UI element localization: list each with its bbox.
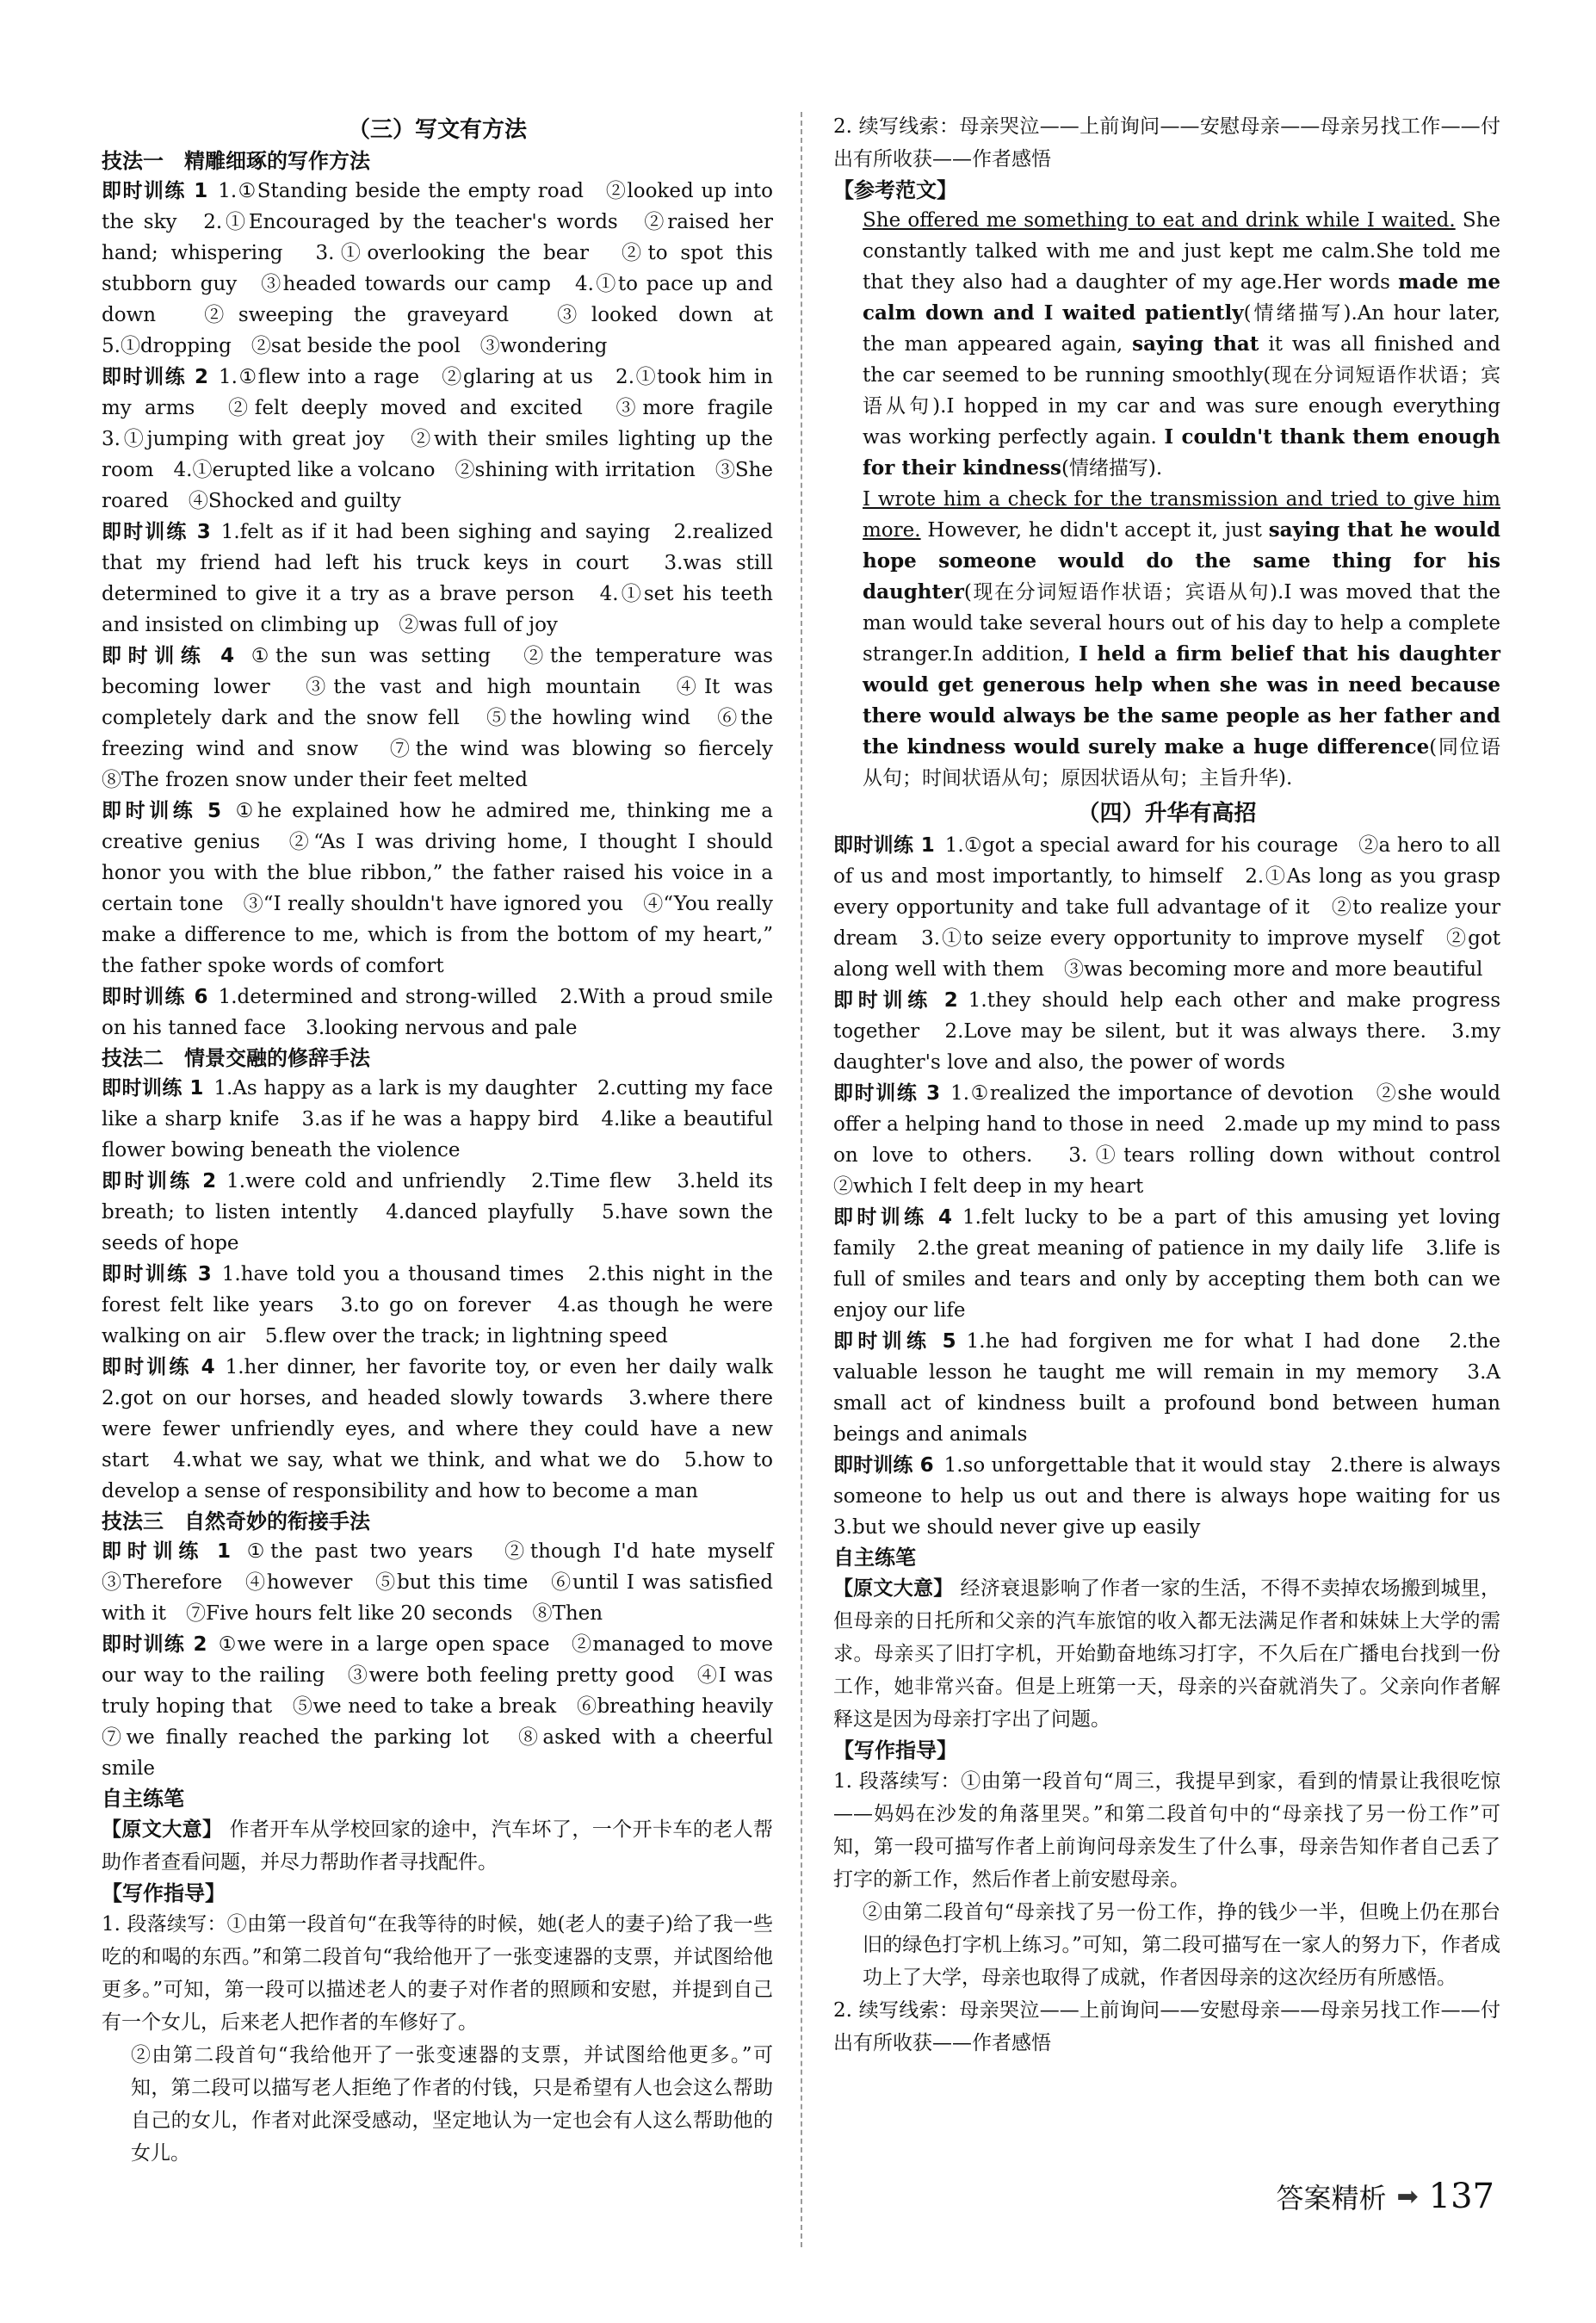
continuation-clues: 2. 续写线索：母亲哭泣——上前询问——安慰母亲——母亲另找工作——付出有所收获——作者感悟 [833, 115, 1500, 170]
technique-1-list [102, 176, 793, 1044]
upgrade-list [833, 830, 1520, 1543]
exercise-item: 即时训练 5 ①he explained how he admired me, thinking me a creative genius ②“As I was driving home, I thought I should honor you with the blue ribbon,” the father raised his voice in a certain tone ③“I really shouldn't have ignored you ④“You really make a difference to me, which is from the bottom of my heart,” the father spoke words of comfort [102, 800, 773, 977]
technique-2-list [102, 1073, 793, 1507]
continuation-clues: 2. 续写线索：母亲哭泣——上前询问——安慰母亲——母亲另找工作——付出有所收获——作者感悟 [833, 1999, 1500, 2054]
exercise-item: 即时训练 6 1.so unforgettable that it would stay 2.there is always someone to help us out and there is always hope waiting for us 3.but we should never give up easily [833, 1454, 1520, 1539]
writing-guide-label: 【写作指导】 [102, 1881, 226, 1905]
exercise-item: 即时训练 5 1.he had forgiven me for what I had done 2.the valuable lesson he taught me will remain in my memory 3.A small act of kindness built a profound bond between human beings and animals [833, 1330, 1500, 1446]
self-practice-title: 自主练笔 [102, 1787, 184, 1811]
exercise-item: 即时训练 4 ①the sun was setting ②the temperature was becoming lower ③the vast and high mountain ④It was completely dark and the snow fell ⑤the howling wind ⑥the freezing wind and snow ⑦the wind was blowing so fiercely ⑧The frozen snow under their feet melted [102, 645, 793, 791]
exercise-item: 即时训练 3 1.①realized the importance of devotion ②she would offer a helping hand to those in need 2.made up my mind to pass on love to others. 3.①tears rolling down without control ②which I felt deep in my heart [833, 1082, 1520, 1198]
guide-item-1-part-2: ②由第二段首句“母亲找了另一份工作，挣的钱少一半，但晚上仍在那台旧的绿色打字机上练习。”可知，第二段可描写在一家人的努力下，作者成功上了大学，母亲也取得了成就，作者因母亲的这次经历有所感悟。 [863, 1901, 1500, 1989]
exercise-item: 即时训练 3 1.have told you a thousand times 2.this night in the forest felt like years 3.to go on forever 4.as though he were walking on air 5.flew over the track; in lightning speed [102, 1263, 773, 1347]
exercise-item: 即时训练 3 1.felt as if it had been sighing and saying 2.realized that my friend had left his truck keys in court 3.was still determined to give it a try as a brave person 4.①set his teeth and insisted on climbing up ②was full of joy [102, 521, 774, 636]
footer-label: 答案精析 [1276, 2182, 1387, 2215]
exercise-item: 即时训练 4 1.her dinner, her favorite toy, or even her daily walk 2.got on our horses, and headed slowly towards 3.where there were fewer unfriendly eyes, and where they could have a new start 4.what we say, what we think, and what we do 5.how to develop a sense of responsibility and how to become a man [102, 1356, 793, 1502]
exercise-item: 即时训练 1 1.As happy as a lark is my daughter 2.cutting my face like a sharp knife 3.as if he was a happy bird 4.like a beautiful flower bowing beneath the violence [102, 1077, 773, 1162]
column-divider [801, 112, 802, 2247]
writing-guide-label: 【写作指导】 [833, 1738, 957, 1762]
technique-2-title: 技法二 情景交融的修辞手法 [102, 1046, 370, 1070]
section-title-writing-methods: （三）写文有方法 [347, 117, 527, 143]
arrow-right-icon: ➡ [1396, 2181, 1419, 2212]
exercise-item: 即时训练 1 1.①got a special award for his courage ②a hero to all of us and most importantly, to himself 2.①As long as you grasp every opportunity and take full advantage of it ②to realize your dream 3.①to seize every opportunity to improve myself ②got along well with them ③was becoming more and more beautiful [833, 834, 1500, 981]
exercise-item: 即时训练 1 ①the past two years ②though I'd hate myself ③Therefore ④however ⑤but this time ⑥until I was satisfied with it ⑦Five hours felt like 20 seconds ⑧Then [102, 1540, 793, 1625]
exercise-item: 即时训练 2 1.①flew into a rage ②glaring at us 2.①took him in my arms ②felt deeply moved and excited ③more fragile 3.①jumping with great joy ②with their smiles lighting up the room 4.①erupted like a volcano ②shining with irritation ③She roared ④Shocked and guilty [102, 366, 793, 512]
exercise-item: 即时训练 2 1.they should help each other and make progress together 2.Love may be silent, but it was always there. 3.my daughter's love and also, the power of words [833, 989, 1500, 1074]
original-summary: 【原文大意】 作者开车从学校回家的途中，汽车坏了，一个开卡车的老人帮助作者查看问题，并尽力帮助作者寻找配件。 [102, 1818, 773, 1874]
exercise-item: 即时训练 4 1.felt lucky to be a part of this amusing yet loving family 2.the great meaning of patience in my daily life 3.life is full of smiles and tears and only by accepting them both can we enjoy our life [833, 1206, 1501, 1322]
guide-item-1: 1. 段落续写：①由第一段首句“周三，我提早到家，看到的情景让我很吃惊——妈妈在沙发的角落里哭。”和第二段首句中的“母亲找了另一份工作”可知，第一段可描写作者上前询问母亲发生了什么事，母亲告知作者自己丢了打字的新工作，然后作者上前安慰母亲。 [833, 1770, 1500, 1891]
page-footer [1276, 2177, 1494, 2216]
original-summary: 【原文大意】 经济衰退影响了作者一家的生活，不得不卖掉农场搬到城里，但母亲的日托所和父亲的汽车旅馆的收入都无法满足作者和妹妹上大学的需求。母亲买了旧打字机，开始勤奋地练习打字，不久后在广播电台找到一份工作，她非常兴奋。但是上班第一天，母亲的兴奋就消失了。父亲向作者解释这是因为母亲打字出了问题。 [833, 1577, 1500, 1731]
technique-3-title: 技法三 自然奇妙的衔接手法 [102, 1509, 370, 1533]
sample-paragraph-2: I wrote him a check for the transmission and tried to give him more. However, he didn't accept it, just saying that he would hope someone would do the same thing for his daughter(现在分词短语作状语；宾语从句).I was moved that the man would take several hours out of his day to help a complete stranger.In addition, I held a firm belief that his daughter would get generous help when she was in need because there would always be the same people as her father and the kindness would surely make a huge difference(同位语从句；时间状语从句；原因状语从句；主旨升华). [863, 488, 1500, 790]
technique-3-list [102, 1536, 793, 1784]
exercise-item: 即时训练 2 ①we were in a large open space ②managed to move our way to the railing ③were both feeling pretty good ④I was truly hoping that ⑤we need to take a break ⑥breathing heavily ⑦we finally reached the parking lot ⑧asked with a cheerful smile [102, 1633, 793, 1780]
sample-essay-label: 【参考范文】 [833, 178, 957, 202]
sample-paragraph-1: She offered me something to eat and drink while I waited. She constantly talked with me and just kept me calm.She told me that they also had a daughter of my age.Her words made me calm down and I waited patiently(情绪描写).An hour later, the man appeared again, saying that it was all finished and the car seemed to be running smoothly(现在分词短语作状语；宾语从句).I hopped in my car and was sure enough everything was working perfectly again. I couldn't thank them enough for their kindness(情绪描写). [863, 209, 1500, 480]
guide-item-1: 1. 段落续写：①由第一段首句“在我等待的时候，她(老人的妻子)给了我一些吃的和喝的东西。”和第二段首句“我给他开了一张变速器的支票，并试图给他更多。”可知，第一段可以描述老人的妻子对作者的照顾和安慰，并提到自己有一个女儿，后来老人把作者的车修好了。 [102, 1913, 773, 2034]
exercise-item: 即时训练 6 1.determined and strong-willed 2.With a proud smile on his tanned face 3.looking nervous and pale [102, 986, 773, 1039]
exercise-item: 即时训练 2 1.were cold and unfriendly 2.Time flew 3.held its breath; to listen intently 4.danced playfully 5.have sown the seeds of hope [102, 1170, 774, 1254]
right-column [833, 110, 1520, 2060]
exercise-item: 即时训练 1 1.①Standing beside the empty road ②looked up into the sky 2.①Encouraged by the teacher's words ②raised her hand; whispering 3.①overlooking the bear ②to spot this stubborn guy ③headed towards our camp 4.①to pace up and down ②sweeping the graveyard ③looked down at 5.①dropping ②sat beside the pool ③wondering [102, 180, 793, 357]
section-title-upgrade: （四）升华有高招 [1077, 801, 1257, 827]
guide-item-1-part-2: ②由第二段首句“我给他开了一张变速器的支票，并试图给他更多。”可知，第二段可以描写老人拒绝了作者的付钱，只是希望有人也会这么帮助自己的女儿，作者对此深受感动，坚定地认为一定也会有人这么帮助他的女儿。 [131, 2044, 773, 2165]
self-practice-title: 自主练笔 [833, 1546, 916, 1570]
page-number: 137 [1428, 2177, 1494, 2216]
left-column [102, 110, 793, 2170]
technique-1-title: 技法一 精雕细琢的写作方法 [102, 149, 370, 173]
